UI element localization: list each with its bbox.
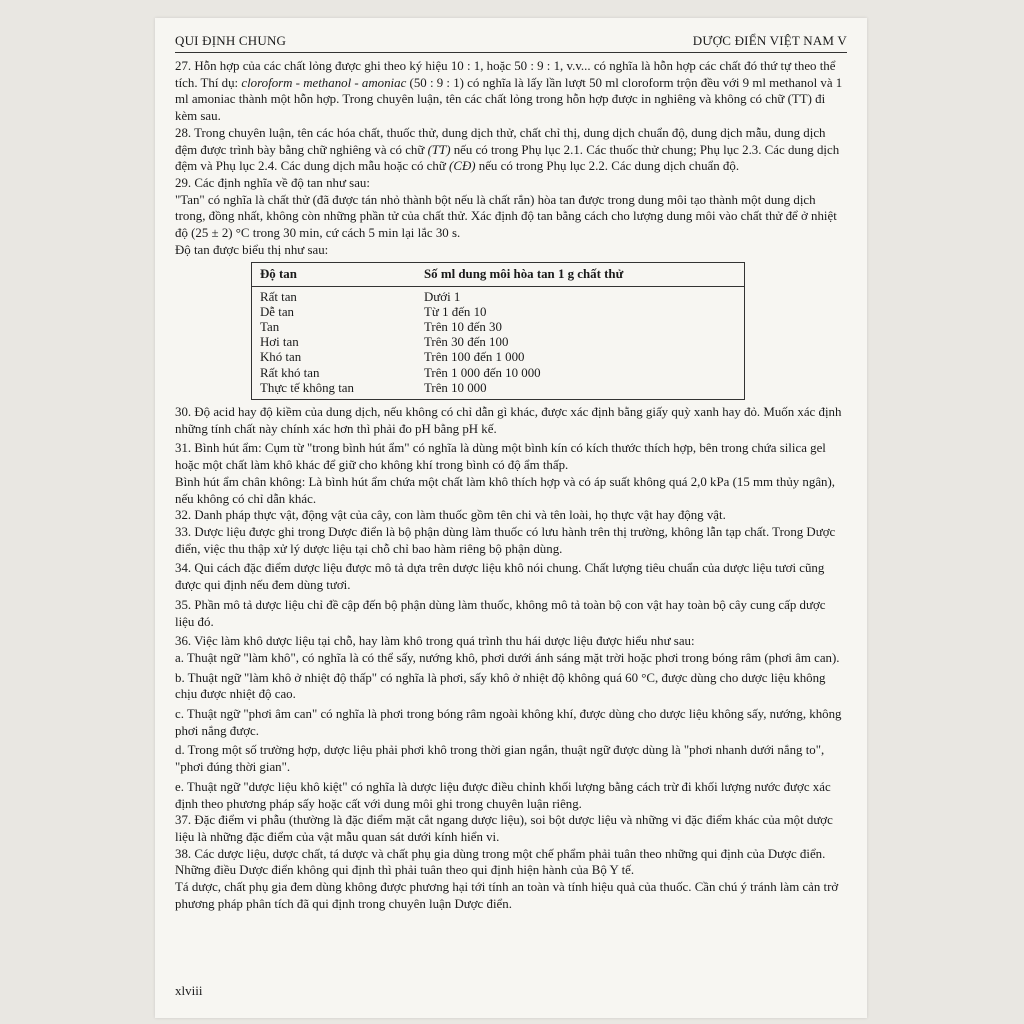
table-row: [252, 366, 745, 381]
paragraph-36-b: b. Thuật ngữ "làm khô ở nhiệt độ thấp" có nghĩa là phơi, sấy khô ở nhiệt độ không quá 60 °C, được dùng cho dược liệu không chịu được nhiệt độ cao.: [175, 670, 826, 702]
paragraph-33: 33. Dược liệu được ghi trong Dược điển là bộ phận dùng làm thuốc có lưu hành trên thị trường, không lẫn tạp chất. Trong Dược điển, việc thu thập xử lý dược liệu tại chỗ chỉ bao hàm riêng bộ phận dùng.: [175, 524, 836, 556]
solubility-table-intro: Độ tan được biểu thị như sau:: [175, 242, 329, 257]
column-header-solvent-ml: Số ml dung môi hòa tan 1 g chất thử: [416, 263, 745, 286]
table-row: [252, 381, 745, 400]
table-row: [252, 305, 745, 320]
paragraph-28-text-a: 28. Trong chuyên luận, tên các hóa chất, thuốc thử, dung dịch thử, chất chỉ thị, dung dịch chuẩn độ, dung dịch mẫu, dung dịch đệm được trình bày bằng chữ nghiêng và có chữ: [175, 125, 826, 157]
table-cell-term: Rất tan: [260, 289, 297, 304]
table-cell-term: Hơi tan: [260, 335, 299, 350]
paragraph-28-cd: (CĐ): [449, 159, 476, 174]
page-number: xlviii: [175, 983, 203, 998]
column-header-solubility: Độ tan: [252, 263, 417, 286]
table-row: [252, 286, 745, 305]
table-cell-term: Khó tan: [260, 350, 302, 365]
paragraph-37: 37. Đặc điểm vi phẫu (thường là đặc điểm mặt cắt ngang dược liệu), soi bột dược liệu và những vi đặc điểm khác của một dược liệu là những đặc điểm của vật mẫu quan sát dưới kính hiển vi.: [175, 813, 833, 844]
table-row: [252, 320, 745, 335]
header-section-title: QUI ĐỊNH CHUNG: [175, 33, 287, 48]
paragraph-36-a: a. Thuật ngữ "làm khô", có nghĩa là có thể sấy, nướng khô, phơi dưới ánh sáng mặt trời hoặc phơi trong bóng râm (phơi âm can).: [175, 650, 840, 665]
table-row: [252, 350, 745, 365]
table-cell-amount: Dưới 1: [424, 289, 461, 304]
paragraph-35: 35. Phần mô tả dược liệu chỉ đề cập đến bộ phận dùng làm thuốc, không mô tả toàn bộ con vật hay toàn bộ cây cung cấp dược liệu đó.: [175, 597, 826, 629]
table-row: [252, 335, 745, 350]
paragraph-29-title: 29. Các định nghĩa về độ tan như sau:: [175, 175, 370, 190]
header-book-title: DƯỢC ĐIỂN VIỆT NAM V: [692, 33, 847, 48]
table-cell-term: Dễ tan: [260, 304, 295, 319]
table-header-row: [252, 263, 745, 286]
table-cell-term: Thực tế không tan: [260, 380, 354, 395]
paragraph-38: 38. Các dược liệu, dược chất, tá dược và chất phụ gia dùng trong một chế phẩm phải tuân theo những qui định của Dược điển. Những điều Dược điển không qui định thì phải tuân theo qui định hiện hành của Bộ Y tế.: [175, 846, 826, 878]
paragraph-28-text-c: nếu có trong Phụ lục 2.2. Các dung dịch chuẩn độ.: [475, 159, 740, 174]
paragraph-34: 34. Qui cách đặc điểm dược liệu được mô tả dựa trên dược liệu khô nói chung. Chất lượng tiêu chuẩn của dược liệu tươi cũng được qui định nếu đem dùng tươi.: [175, 561, 825, 593]
paragraph-27-text-a: 27. Hỗn hợp của các chất lỏng được ghi theo ký hiệu 10 : 1, hoặc 50 : 9 : 1, v.v... có nghĩa là hỗn hợp các chất đó thứ tự theo thể tích. Thí dụ:: [175, 59, 836, 90]
paragraph-30: 30. Độ acid hay độ kiềm của dung dịch, nếu không có chỉ dẫn gì khác, được xác định bằng giấy quỳ xanh hay đỏ. Muốn xác định những tính chất này chính xác hơn thì phải đo pH bằng pH kế.: [175, 405, 842, 436]
table-cell-amount: Trên 30 đến 100: [424, 335, 509, 350]
paragraph-27-italic: cloroform - methanol - amoniac: [241, 75, 407, 90]
solubility-table: [251, 262, 745, 400]
page-content: [175, 58, 847, 912]
page-header: [175, 30, 847, 53]
table-cell-term: Tan: [260, 320, 280, 335]
table-cell-amount: Trên 1 000 đến 10 000: [424, 365, 541, 380]
paragraph-27-text-b: (50 : 9 : 1) có nghĩa là lấy lần lượt 50 ml cloroform trộn đều với 9 ml methanol và 1 ml amoniac thành một hỗn hợp. Trong chuyên luận, tên các chất lỏng trong hỗn hợp được in nghiêng và không có chữ (TT) đi kèm sau.: [175, 75, 843, 124]
paragraph-31: 31. Bình hút ẩm: Cụm từ "trong bình hút ẩm" có nghĩa là dùng một bình kín có kích thước thích hợp, bên trong chứa silica gel hoặc một chất làm khô khác để giữ cho không khí trong bình có độ ẩm thấp.: [175, 441, 826, 473]
paragraph-36-e: e. Thuật ngữ "dược liệu khô kiệt" có nghĩa là dược liệu được điều chỉnh khối lượng bằng cách trừ đi khối lượng nước được xác định theo phương pháp sấy hoặc cất với dung môi ghi trong chuyên luận riêng.: [175, 779, 831, 811]
table-cell-amount: Trên 10 000: [424, 380, 487, 395]
paragraph-36: 36. Việc làm khô dược liệu tại chỗ, hay làm khô trong quá trình thu hái dược liệu được hiểu như sau:: [175, 634, 695, 649]
table-cell-amount: Từ 1 đến 10: [424, 304, 487, 319]
paragraph-36-d: d. Trong một số trường hợp, dược liệu phải phơi khô trong thời gian ngắn, thuật ngữ được dùng là "phơi nhanh dưới nắng to", "phơi đúng thời gian".: [175, 743, 825, 775]
paragraph-32: 32. Danh pháp thực vật, động vật của cây, con làm thuốc gồm tên chi và tên loài, họ thực vật hay động vật.: [175, 508, 726, 523]
paragraph-38-excipients: Tá dược, chất phụ gia đem dùng không được phương hại tới tính an toàn và tính hiệu quả của thuốc. Cần chú ý tránh làm cản trở phương pháp phân tích đã qui định trong chuyên luận Dược điển.: [175, 880, 839, 911]
table-cell-amount: Trên 100 đến 1 000: [424, 350, 525, 365]
paragraph-28-tt: (TT): [427, 142, 451, 157]
paragraph-28: [175, 125, 847, 175]
paragraph-28-text-b: nếu có trong Phụ lục 2.1. Các thuốc thử chung; Phụ lục 2.3. Các dung dịch đệm và Phụ lục 2.4. Các dung dịch mẫu hoặc có chữ: [175, 142, 840, 174]
paragraph-36-c: c. Thuật ngữ "phơi âm can" có nghĩa là phơi trong bóng râm ngoài không khí, được dùng cho dược liệu không sấy, nướng, không phơi nắng được.: [175, 707, 842, 738]
paragraph-31-vacuum: Bình hút ẩm chân không: Là bình hút ẩm chứa một chất làm khô thích hợp và có áp suất không quá 2,0 kPa (15 mm thủy ngân), nếu không có chỉ dẫn khác.: [175, 474, 836, 506]
table-cell-term: Rất khó tan: [260, 365, 320, 380]
paragraph-29-body: "Tan" có nghĩa là chất thử (đã được tán nhỏ thành bột nếu là chất rắn) hòa tan được trong dung môi tạo thành một dung dịch trong, đồng nhất, không còn những phần tử của chất thử. Xác định độ tan bằng cách cho lượng dung môi vào chất thử để ở nhiệt độ (25 ± 2) °C trong 30 min, cứ cách 5 min lại lắc 30 s.: [175, 192, 837, 241]
paragraph-27: [175, 58, 847, 125]
table-cell-amount: Trên 10 đến 30: [424, 320, 502, 335]
document-page: [155, 18, 867, 1018]
